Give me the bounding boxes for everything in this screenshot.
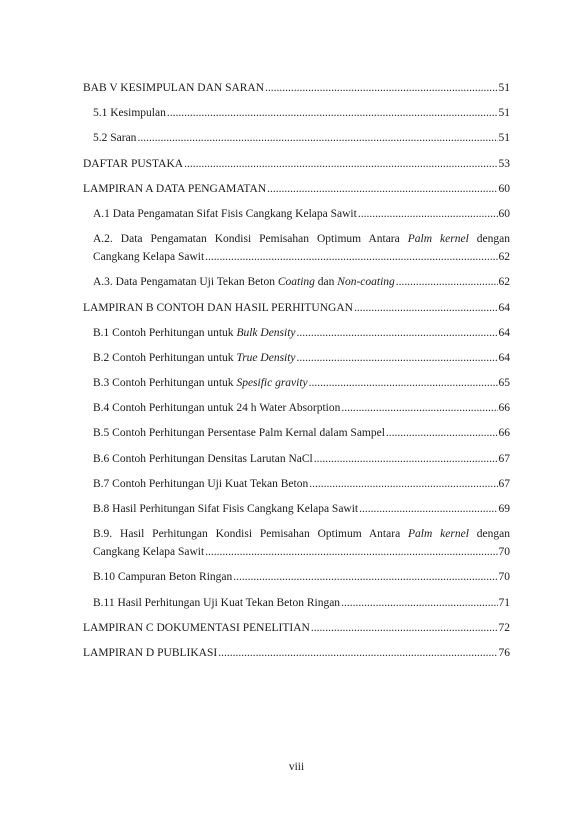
toc-title-text: 5.1 Kesimpulan — [93, 107, 166, 120]
toc-entry-chapter — [83, 644, 510, 662]
toc-entry-title — [93, 349, 296, 367]
toc-page-number: 76 — [498, 646, 510, 659]
toc-page-number: 70 — [498, 571, 510, 584]
toc-title-italic-text: Palm kernel — [408, 528, 469, 541]
dot-leader — [311, 619, 498, 637]
toc-entry-title — [93, 450, 313, 468]
toc-entry-title — [83, 79, 264, 97]
toc-page-number: 64 — [498, 351, 510, 364]
toc-title-text: LAMPIRAN A DATA PENGAMATAN — [83, 182, 267, 195]
toc-title-text: B.5 Contoh Perhitungan Persentase Palm Kernal dalam Sampel — [93, 427, 385, 440]
toc-entry-section — [83, 525, 510, 561]
dot-leader — [396, 273, 498, 291]
toc-entry-title — [83, 619, 310, 637]
dot-leader — [265, 79, 497, 97]
toc-page-number: 64 — [498, 326, 510, 339]
toc-title-italic-text: Bulk Density — [236, 326, 296, 339]
toc-entry-title — [93, 399, 340, 417]
toc-entry-section — [83, 104, 510, 122]
toc-title-italic-text: Non-coating — [337, 276, 395, 289]
toc-entry-first-line — [83, 230, 510, 248]
dot-leader — [358, 205, 498, 223]
dot-leader — [341, 399, 497, 417]
toc-title-text: A.3. Data Pengamatan Uji Tekan Beton — [93, 276, 278, 289]
toc-entry-title — [93, 374, 308, 392]
toc-title-text: B.8 Hasil Perhitungan Sifat Fisis Cangkang Kelapa Sawit — [93, 503, 359, 515]
toc-title-text: B.10 Campuran Beton Ringan — [93, 571, 233, 584]
dot-leader — [267, 180, 497, 198]
toc-entry-title — [93, 594, 340, 612]
toc-title-text: LAMPIRAN D PUBLIKASI — [83, 646, 218, 659]
toc-title-italic-text: Coating — [277, 276, 315, 289]
toc-entry-chapter — [83, 180, 510, 198]
toc-title-text: B.11 Hasil Perhitungan Uji Kuat Tekan Beton Ringan — [93, 596, 341, 609]
toc-page-number: 72 — [498, 621, 510, 634]
toc-title-text: B.2 Contoh Perhitungan untuk — [93, 351, 237, 364]
toc-entry-section — [83, 273, 510, 291]
toc-entry-title — [93, 475, 308, 493]
toc-page-number: 51 — [498, 82, 510, 94]
toc-entry-section — [83, 349, 510, 367]
toc-entry-chapter — [83, 79, 510, 97]
toc-title-italic-text: Palm kernel — [407, 233, 469, 246]
toc-entry-section — [83, 129, 510, 147]
toc-entry-chapter — [83, 155, 510, 173]
toc-entry-section — [83, 205, 510, 223]
dot-leader — [205, 248, 497, 266]
toc-title-text: B.3 Contoh Perhitungan untuk — [93, 377, 237, 390]
toc-page-number: 51 — [498, 107, 510, 120]
toc-page-number: 60 — [498, 182, 510, 195]
toc-title-italic-text: Spesific gravity — [236, 377, 308, 390]
toc-page-number: 70 — [498, 546, 510, 559]
toc-title-text: dan — [314, 276, 338, 289]
toc-title-italic-text: True Density — [236, 351, 296, 364]
toc-title-text: Cangkang Kelapa Sawit — [93, 251, 205, 264]
toc-entry-section — [83, 374, 510, 392]
toc-entry-title — [83, 299, 353, 317]
toc-entry-section — [83, 324, 510, 342]
toc-title-text: BAB V KESIMPULAN DAN SARAN — [83, 82, 265, 94]
toc-entry-title — [93, 543, 204, 561]
toc-page-number: 69 — [498, 503, 510, 515]
toc-entry-first-line — [83, 525, 510, 543]
dot-leader — [184, 155, 497, 173]
toc-page-number: 51 — [498, 132, 510, 145]
toc-entry-title — [93, 500, 358, 518]
toc-entry-title — [93, 424, 385, 442]
toc-title-text: B.7 Contoh Perhitungan Uji Kuat Tekan Beton — [93, 477, 309, 490]
toc-entry-title — [93, 273, 395, 291]
dot-leader — [137, 129, 497, 147]
toc-entry-chapter — [83, 619, 510, 637]
dot-leader — [218, 644, 497, 662]
toc-entry-section — [83, 424, 510, 442]
toc-entry-section — [83, 399, 510, 417]
toc-title-text: LAMPIRAN C DOKUMENTASI PENELITIAN — [83, 621, 310, 634]
toc-entry-section — [83, 450, 510, 468]
toc-entry-section — [83, 230, 510, 266]
toc-entry-title — [83, 155, 183, 173]
toc-title-text: dengan — [468, 528, 510, 541]
toc-title-text: A.2. Data Pengamatan Kondisi Pemisahan Optimum Antara — [93, 233, 408, 246]
dot-leader — [309, 475, 497, 493]
toc-page-number: 66 — [498, 427, 510, 440]
dot-leader — [341, 594, 497, 612]
dot-leader — [233, 568, 497, 586]
table-of-contents — [83, 79, 510, 669]
toc-entry-section — [83, 500, 510, 518]
dot-leader — [309, 374, 498, 392]
toc-entry-title — [83, 180, 266, 198]
toc-page-number: 65 — [498, 377, 510, 390]
toc-title-text: dengan — [468, 233, 510, 246]
toc-entry-title — [93, 324, 296, 342]
toc-title-text: Cangkang Kelapa Sawit — [93, 546, 205, 559]
toc-entry-section — [83, 594, 510, 612]
toc-title-text: DAFTAR PUSTAKA — [83, 157, 184, 170]
toc-page-number: 62 — [498, 251, 510, 264]
toc-entry-section — [83, 475, 510, 493]
dot-leader — [354, 299, 498, 317]
toc-page-number: 67 — [498, 452, 510, 465]
toc-entry-title — [93, 248, 204, 266]
dot-leader — [205, 543, 497, 561]
toc-title-text: LAMPIRAN B CONTOH DAN HASIL PERHITUNGAN — [83, 301, 353, 314]
toc-title-text: B.9. Hasil Perhitungan Kondisi Pemisahan Optimum Antara — [93, 528, 409, 541]
toc-title-text: B.4 Contoh Perhitungan untuk 24 h Water Absorption — [93, 402, 341, 415]
dot-leader — [386, 424, 498, 442]
toc-page-number: 66 — [498, 402, 510, 415]
dot-leader — [314, 450, 498, 468]
toc-title-text: A.1 Data Pengamatan Sifat Fisis Cangkang Kelapa Sawit — [93, 207, 357, 220]
dot-leader — [359, 500, 497, 518]
toc-entry-section — [83, 568, 510, 586]
toc-page-number: 62 — [498, 276, 510, 289]
toc-title-text: B.6 Contoh Perhitungan Densitas Larutan NaCl — [93, 452, 313, 465]
toc-page-number: 64 — [498, 301, 510, 314]
toc-entry-chapter — [83, 299, 510, 317]
page-footer-number: viii — [288, 761, 305, 773]
dot-leader — [297, 324, 498, 342]
toc-entry-title — [93, 129, 136, 147]
toc-page-number: 53 — [498, 157, 510, 170]
toc-title-text: 5.2 Saran — [93, 132, 137, 145]
toc-entry-title — [93, 205, 357, 223]
toc-entry-title — [93, 568, 232, 586]
dot-leader — [297, 349, 498, 367]
toc-page-number: 71 — [498, 596, 510, 609]
dot-leader — [167, 104, 498, 122]
toc-entry-title — [83, 644, 217, 662]
toc-title-text: B.1 Contoh Perhitungan untuk — [93, 326, 237, 339]
toc-page-number: 67 — [498, 477, 510, 490]
toc-entry-title — [93, 104, 166, 122]
toc-page-number: 60 — [498, 207, 510, 220]
